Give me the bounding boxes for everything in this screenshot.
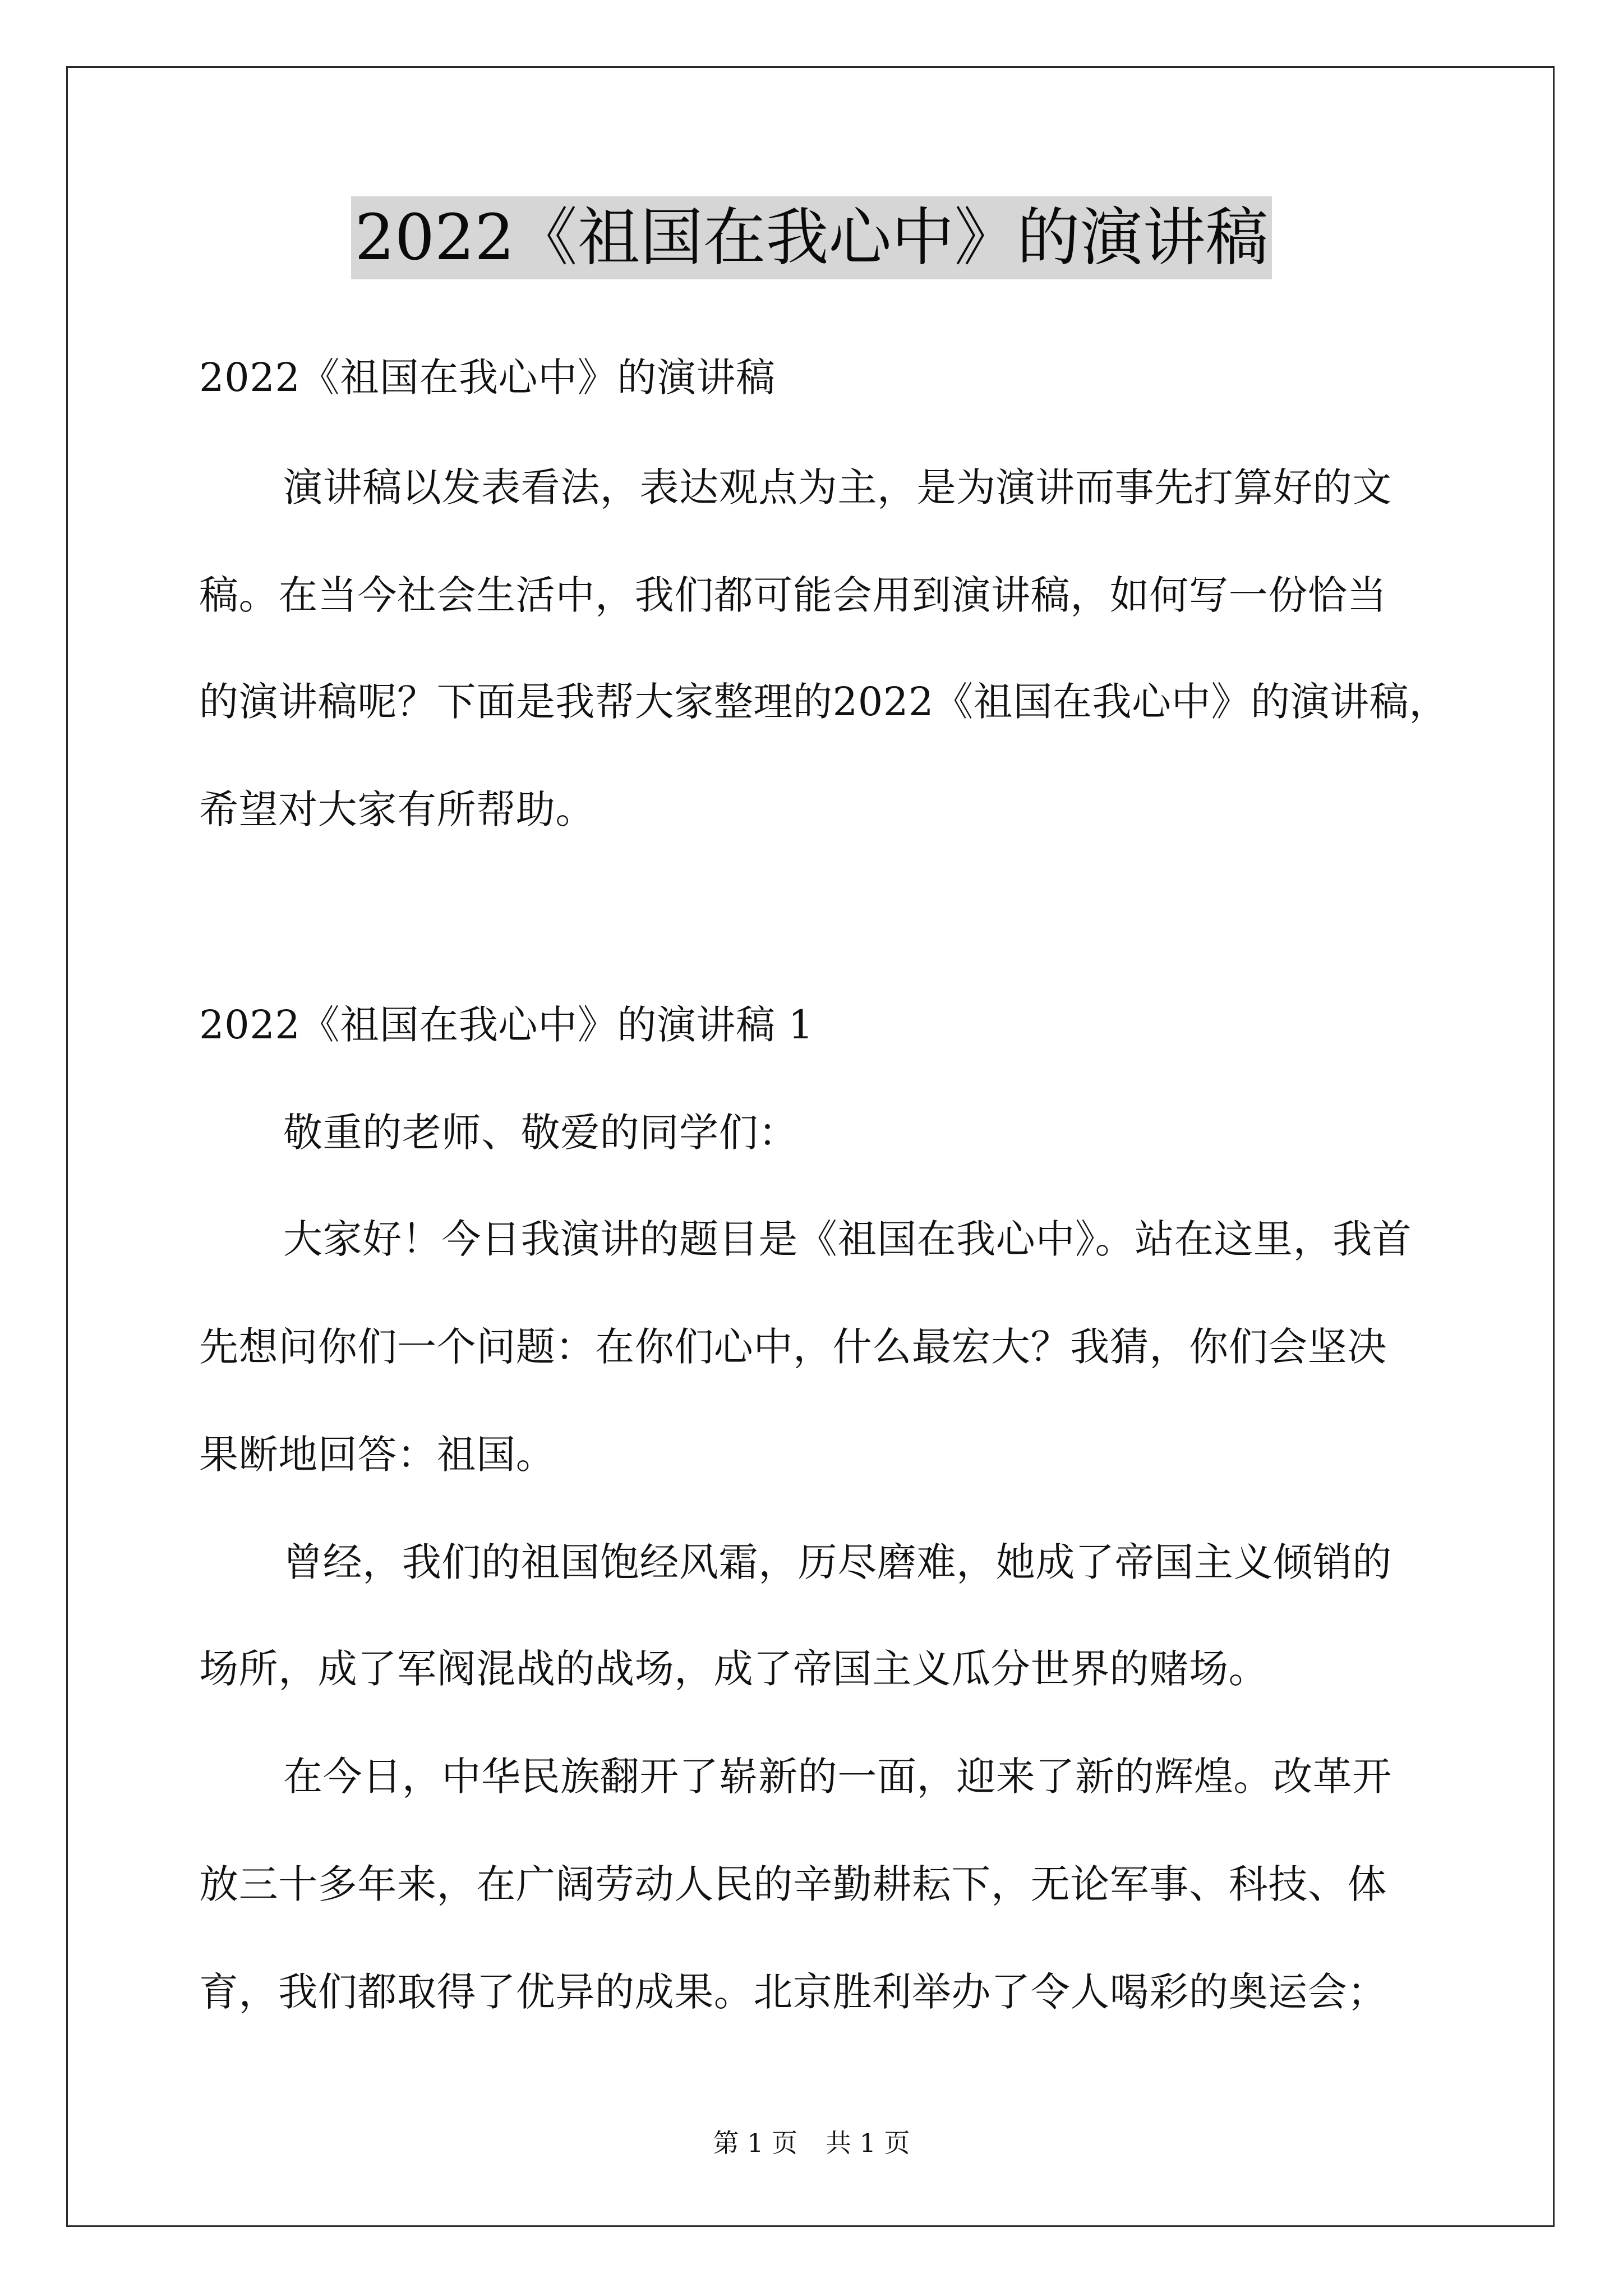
- intro-line: 的演讲稿呢？下面是我帮大家整理的2022《祖国在我心中》的演讲稿，: [199, 679, 1449, 725]
- paragraph-line: 曾经，我们的祖国饱经风霜，历尽磨难，她成了帝国主义倾销的: [283, 1539, 1392, 1585]
- paragraph-line: 放三十多年来，在广阔劳动人民的辛勤耕耘下，无论军事、科技、体: [199, 1861, 1387, 1907]
- document-subtitle: 2022《祖国在我心中》的演讲稿: [199, 355, 776, 401]
- page-footer: [0, 2126, 1623, 2160]
- paragraph-line: 先想问你们一个问题：在你们心中，什么最宏大？我猜，你们会坚决: [199, 1324, 1387, 1370]
- section-heading: 2022《祖国在我心中》的演讲稿 1: [199, 1002, 814, 1048]
- page-number-current: 第 1 页: [713, 2128, 797, 2158]
- paragraph-line: 育，我们都取得了优异的成果。北京胜利举办了令人喝彩的奥运会；: [199, 1969, 1387, 2015]
- intro-line: 希望对大家有所帮助。: [199, 786, 595, 832]
- title-container: [0, 196, 1623, 279]
- intro-line: 演讲稿以发表看法，表达观点为主，是为演讲而事先打算好的文: [283, 464, 1392, 510]
- paragraph-line: 在今日，中华民族翻开了崭新的一面，迎来了新的辉煌。改革开: [283, 1754, 1392, 1800]
- paragraph-line: 大家好！今日我演讲的题目是《祖国在我心中》。站在这里，我首: [283, 1216, 1412, 1262]
- paragraph-line: 果断地回答：祖国。: [199, 1432, 556, 1478]
- page-number-total: 共 1 页: [826, 2128, 910, 2158]
- intro-line: 稿。在当今社会生活中，我们都可能会用到演讲稿，如何写一份恰当: [199, 572, 1387, 618]
- document-title: 2022《祖国在我心中》的演讲稿: [351, 196, 1271, 279]
- greeting: 敬重的老师、敬爱的同学们：: [283, 1110, 798, 1156]
- paragraph-line: 场所，成了军阀混战的战场，成了帝国主义瓜分世界的赌场。: [199, 1646, 1269, 1692]
